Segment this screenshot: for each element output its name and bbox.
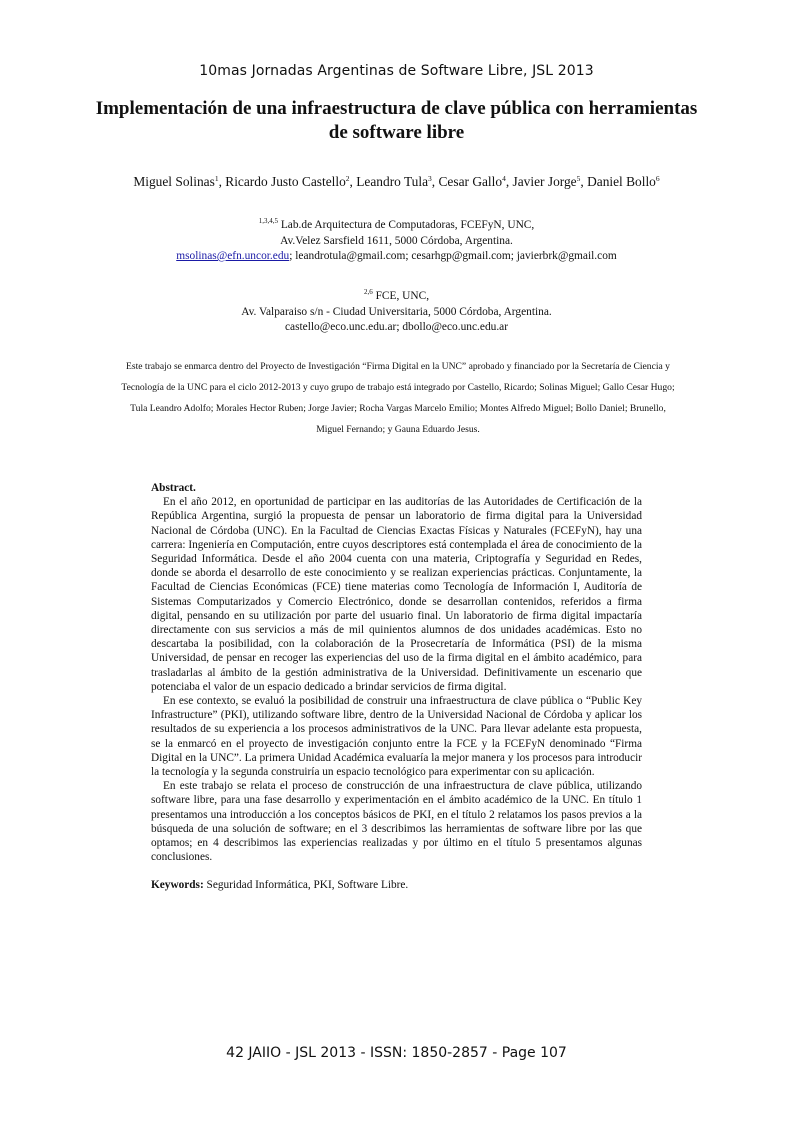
affiliation-lab: Lab.de Arquitectura de Computadoras, FCEFyN, UNC, (280, 219, 535, 231)
project-note: Este trabajo se enmarca dentro del Proyecto de Investigación “Firma Digital en la UNC” aprobado y financiado por la Secretaría de Ciencia y Tecnología de la UNC para el ciclo 2012-2013 y cuyo grupo de trabajo está integrado por Castello, Ricardo; Solinas Miguel; Gallo Cesar Hugo; Tula Leandro Adolfo; Morales Hector Ruben; Jorge Javier; Rocha Vargas Marcelo Emilio; Montes Alfredo Miguel; Bollo Daniel; Brunello, Miguel Fernando; y Gauna Eduardo Jesus. (121, 361, 675, 435)
abstract-paragraph: En este trabajo se relata el proceso de construcción de una infraestructura de clave pública, utilizando software libre, para una fase desarrollo y experimentación en el ámbito académico de la UNC. En título 1 presentamos una introducción a los conceptos básicos de PKI, en el título 2 relatamos los pasos previos a la búsqueda de una solución de software; en el 3 describimos las herramientas de software libre por las que optamos; en 4 describimos las experiencias realizadas y por último en el título 5 presentamos algunas conclusiones. (151, 780, 642, 864)
affiliation-faculty: FCE, UNC, (375, 290, 430, 302)
keywords-label: Keywords: (151, 879, 204, 892)
keywords (151, 878, 642, 892)
affiliation-address: Av.Velez Sarsfield 1611, 5000 Córdoba, Argentina. (280, 234, 513, 247)
author: Miguel Solinas$^1$ (133, 174, 219, 189)
email-list: ; leandrotula@gmail.com; cesarhgp@gmail.com; javierbrk@gmail.com (289, 250, 617, 262)
abstract-section (151, 481, 642, 893)
abstract-paragraph: En ese contexto, se evaluó la posibilidad de construir una infraestructura de clave pública o “Public Key Infrastructure” (PKI), utilizando software libre, dentro de la Universidad Nacional de Córdoba y aplicar los resultados de su experiencia a los procesos administrativos de la UNC. Para llevar adelante esta propuesta, se la enmarcó en el proyecto de investigación conjunto entre la FCE y la FCEFyN denominado “Firma Digital en la UNC”. La primera Unidad Académica evaluaría la mejor manera y los procesos para introducir la tecnología y la segunda construiría un espacio tecnológico para experimentar con su aplicación. (151, 695, 642, 779)
author-list: Miguel Solinas$^1$, Ricardo Justo Castello$^2$, Leandro Tula$^3$, Cesar Gallo$^4$, Javier Jorge$^5$, Daniel Bollo$^6$ (133, 174, 660, 189)
affiliation-address: Av. Valparaiso s/n - Ciudad Universitaria, 5000 Córdoba, Argentina. (241, 305, 552, 318)
keywords-text: Seguridad Informática, PKI, Software Libre. (203, 879, 409, 892)
affiliation-1 (0, 218, 793, 265)
author: Leandro Tula$^3$ (356, 174, 432, 189)
abstract-paragraph: En el año 2012, en oportunidad de participar en las auditorías de las Autoridades de Certificación de la República Argentina, surgió la propuesta de pensar un laboratorio de firma digital para la Universidad Nacional de Córdoba (UNC). En la Facultad de Ciencias Exactas Físicas y Naturales (FCEFyN), hay una carrera: Ingeniería en Computación, entre cuyos descriptores está contemplada el área de conocimiento de la Seguridad Informática. Desde el año 2004 cuenta con una materia, Criptografía y Seguridad en Redes, donde se aborda el desarrollo de este conocimiento y se realizan experiencias prácticas. Conjuntamente, la Facultad de Ciencias Económicas (FCE) tiene materias como Tecnología de Información I, Auditoría de Sistemas Computarizados y Comercio Electrónico, donde se desarrollan contenidos, referidos a firma digital, pensando en su utilización por parte del usuario final. Un laboratorio de firma digital impactaría directamente con sus servicios a más de mil quinientos alumnos de dos unidades académicas. Esto no descartaba la posibilidad, con la colaboración de la Prosecretaría de Informática (PSI) de la misma Universidad, de pensar en recoger las experiencias del uso de la firma digital en el ámbito académico, para trasladarlas al ámbito de la gestión administrativa de la Universidad. Definitivamente un escenario que potenciaba el valor de un espacio dedicado a brindar servicios de firma digital. (151, 496, 642, 693)
author: Cesar Gallo$^4$ (438, 174, 506, 189)
author: Ricardo Justo Castello$^2$ (225, 174, 350, 189)
affiliation-2 (0, 289, 793, 336)
affiliation-marker: 1,3,4,5 (258, 217, 278, 225)
abstract-heading: Abstract. (151, 482, 196, 494)
affiliation-marker: 2,6 (363, 288, 373, 296)
running-header: 10mas Jornadas Argentinas de Software Libre, JSL 2013 (199, 63, 594, 79)
author: Javier Jorge$^5$ (512, 174, 581, 189)
email-link[interactable]: msolinas@efn.uncor.edu (176, 250, 290, 262)
paper-title: Implementación de una infraestructura de clave pública con herramientas de software libre (95, 98, 698, 143)
email-list: castello@eco.unc.edu.ar; dbollo@eco.unc.edu.ar (284, 321, 509, 333)
author: Daniel Bollo$^6$ (587, 174, 660, 189)
page-footer: 42 JAIIO - JSL 2013 - ISSN: 1850-2857 - Page 107 (226, 1045, 567, 1061)
